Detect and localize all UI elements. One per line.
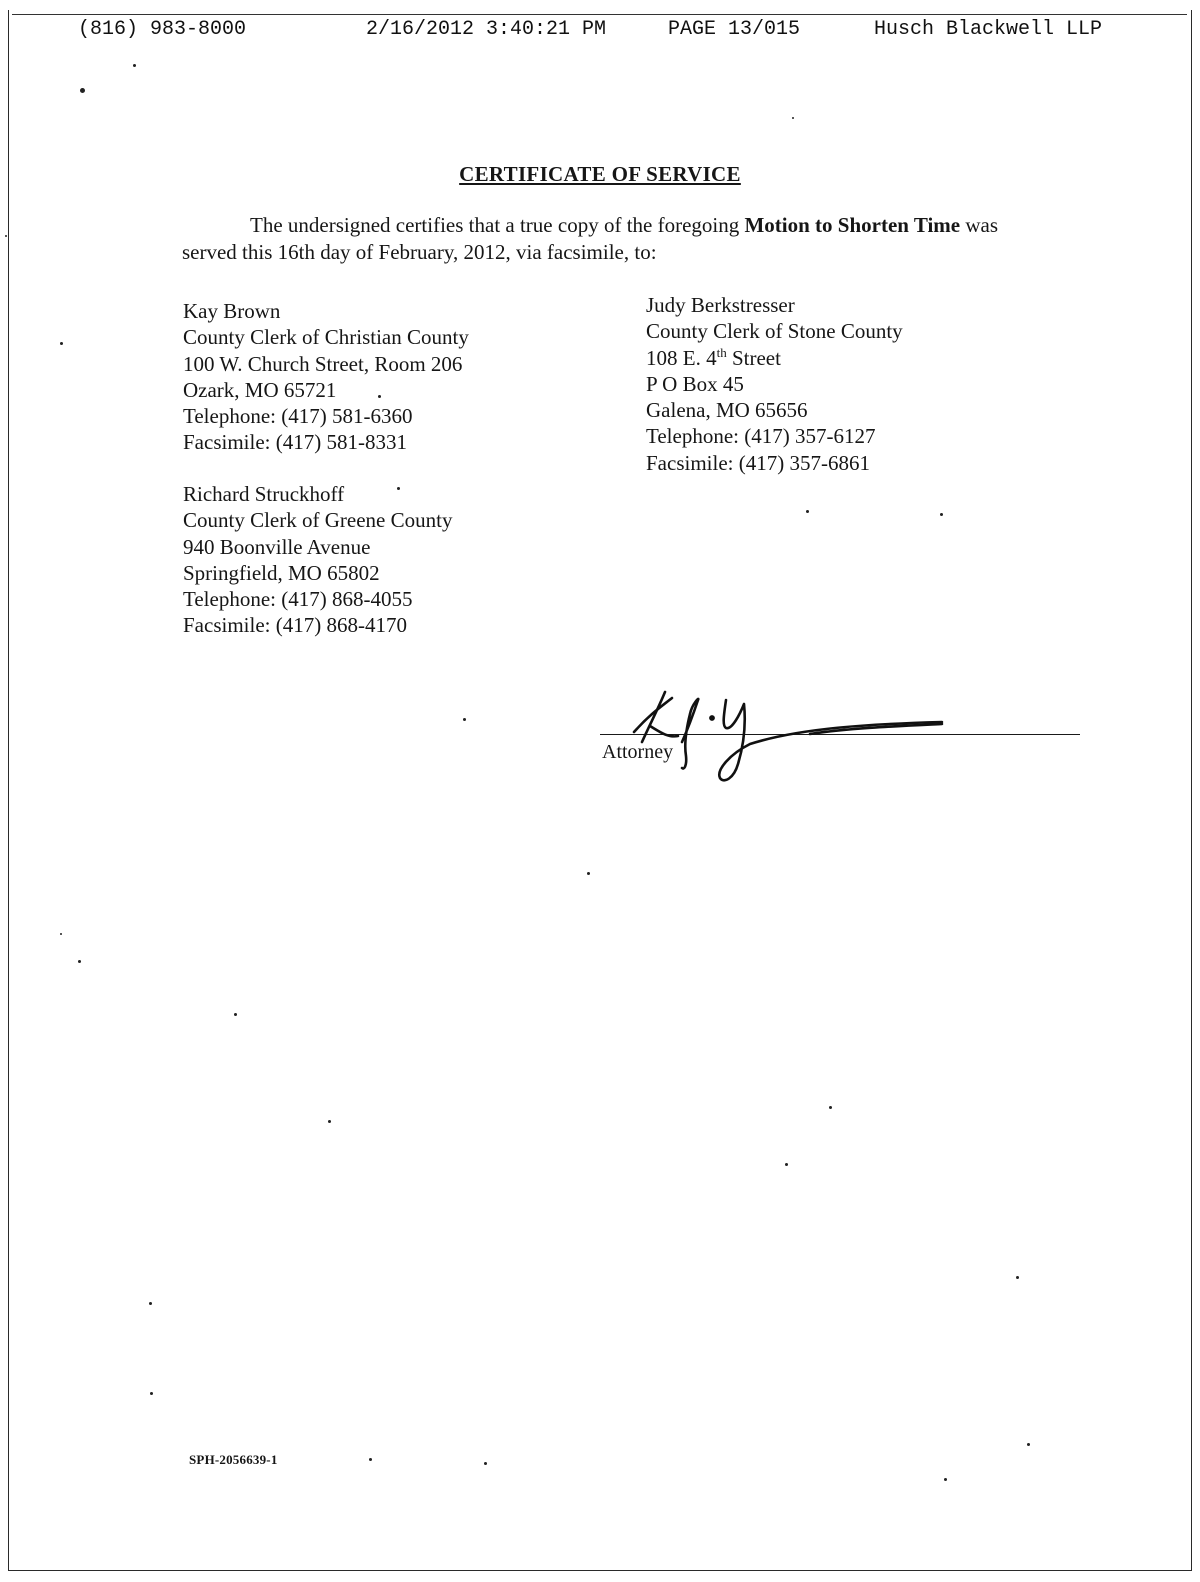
fax-header-rule xyxy=(12,14,1187,15)
recipient-address-number: 108 E. 4 xyxy=(646,345,717,370)
recipient-telephone: Telephone: (417) 357-6127 xyxy=(646,424,876,449)
scan-speck xyxy=(133,64,136,67)
recipient-facsimile: Facsimile: (417) 868-4170 xyxy=(183,613,407,638)
scan-speck xyxy=(328,1120,331,1123)
recipient-title: County Clerk of Greene County xyxy=(183,508,453,533)
recipient-address: 100 W. Church Street, Room 206 xyxy=(183,351,463,376)
scan-speck xyxy=(785,1163,788,1166)
scan-speck xyxy=(149,1302,152,1305)
recipient-city: Galena, MO 65656 xyxy=(646,398,808,423)
recipient-name: Judy Berkstresser xyxy=(646,293,795,317)
scan-speck xyxy=(78,960,81,963)
scan-speck xyxy=(234,1013,237,1016)
recipient-title: County Clerk of Christian County xyxy=(183,325,469,350)
certificate-statement xyxy=(182,212,1002,266)
recipient-po-box: P O Box 45 xyxy=(646,371,744,396)
scan-speck xyxy=(944,1478,947,1481)
recipient-city: Springfield, MO 65802 xyxy=(183,560,380,585)
motion-title: Motion to Shorten Time xyxy=(744,213,961,237)
scan-speck xyxy=(1016,1276,1019,1279)
fax-phone: (816) 983-8000 xyxy=(78,18,247,41)
fax-firm-name: Husch Blackwell LLP xyxy=(874,18,1103,41)
signature-label: Attorney xyxy=(602,741,674,763)
recipient-name: Kay Brown xyxy=(183,299,281,323)
recipient-title: County Clerk of Stone County xyxy=(646,319,903,344)
scan-speck xyxy=(587,872,590,875)
scan-speck xyxy=(829,1106,832,1109)
scan-speck xyxy=(792,117,794,119)
ordinal-suffix: th xyxy=(716,344,727,360)
recipient-block xyxy=(183,298,469,456)
scan-speck xyxy=(369,1458,372,1461)
fax-page-number: PAGE 13/015 xyxy=(668,18,801,41)
recipient-name: Richard Struckhoff xyxy=(183,482,345,506)
scan-speck xyxy=(397,487,400,490)
fax-header xyxy=(0,14,1200,44)
statement-lead-text: The undersigned certifies that a true copy of the foregoing xyxy=(250,213,745,237)
recipient-block xyxy=(646,292,903,476)
scan-speck xyxy=(60,342,63,345)
recipient-telephone: Telephone: (417) 868-4055 xyxy=(183,587,413,612)
document-id: SPH-2056639-1 xyxy=(189,1452,278,1467)
recipient-facsimile: Facsimile: (417) 581-8331 xyxy=(183,430,407,455)
handwritten-signature xyxy=(620,684,960,794)
scan-speck xyxy=(150,1392,153,1395)
recipient-city: Ozark, MO 65721 xyxy=(183,377,337,402)
page-edge-left xyxy=(8,10,9,1570)
recipient-address-street: Street xyxy=(726,345,781,370)
scan-speck xyxy=(378,395,381,398)
document-title: CERTIFICATE OF SERVICE xyxy=(459,162,741,186)
statement-tail-text: was served this 16th day of February, 2012, via facsimile, to: xyxy=(182,213,999,264)
page-edge-right xyxy=(1191,10,1192,1571)
scan-speck xyxy=(80,88,85,93)
recipient-block xyxy=(183,481,452,639)
scan-speck xyxy=(463,718,466,721)
scan-speck xyxy=(940,513,943,516)
fax-datetime: 2/16/2012 3:40:21 PM xyxy=(366,18,607,41)
page-edge-bottom xyxy=(8,1570,1192,1571)
scan-speck xyxy=(484,1462,487,1465)
scan-speck xyxy=(5,235,7,237)
scan-speck xyxy=(1027,1443,1030,1446)
recipient-address: 940 Boonville Avenue xyxy=(183,534,371,559)
recipient-telephone: Telephone: (417) 581-6360 xyxy=(183,404,413,429)
recipient-address xyxy=(646,345,903,371)
scan-speck xyxy=(806,510,809,513)
recipient-facsimile: Facsimile: (417) 357-6861 xyxy=(646,450,870,475)
scan-speck xyxy=(60,933,62,935)
